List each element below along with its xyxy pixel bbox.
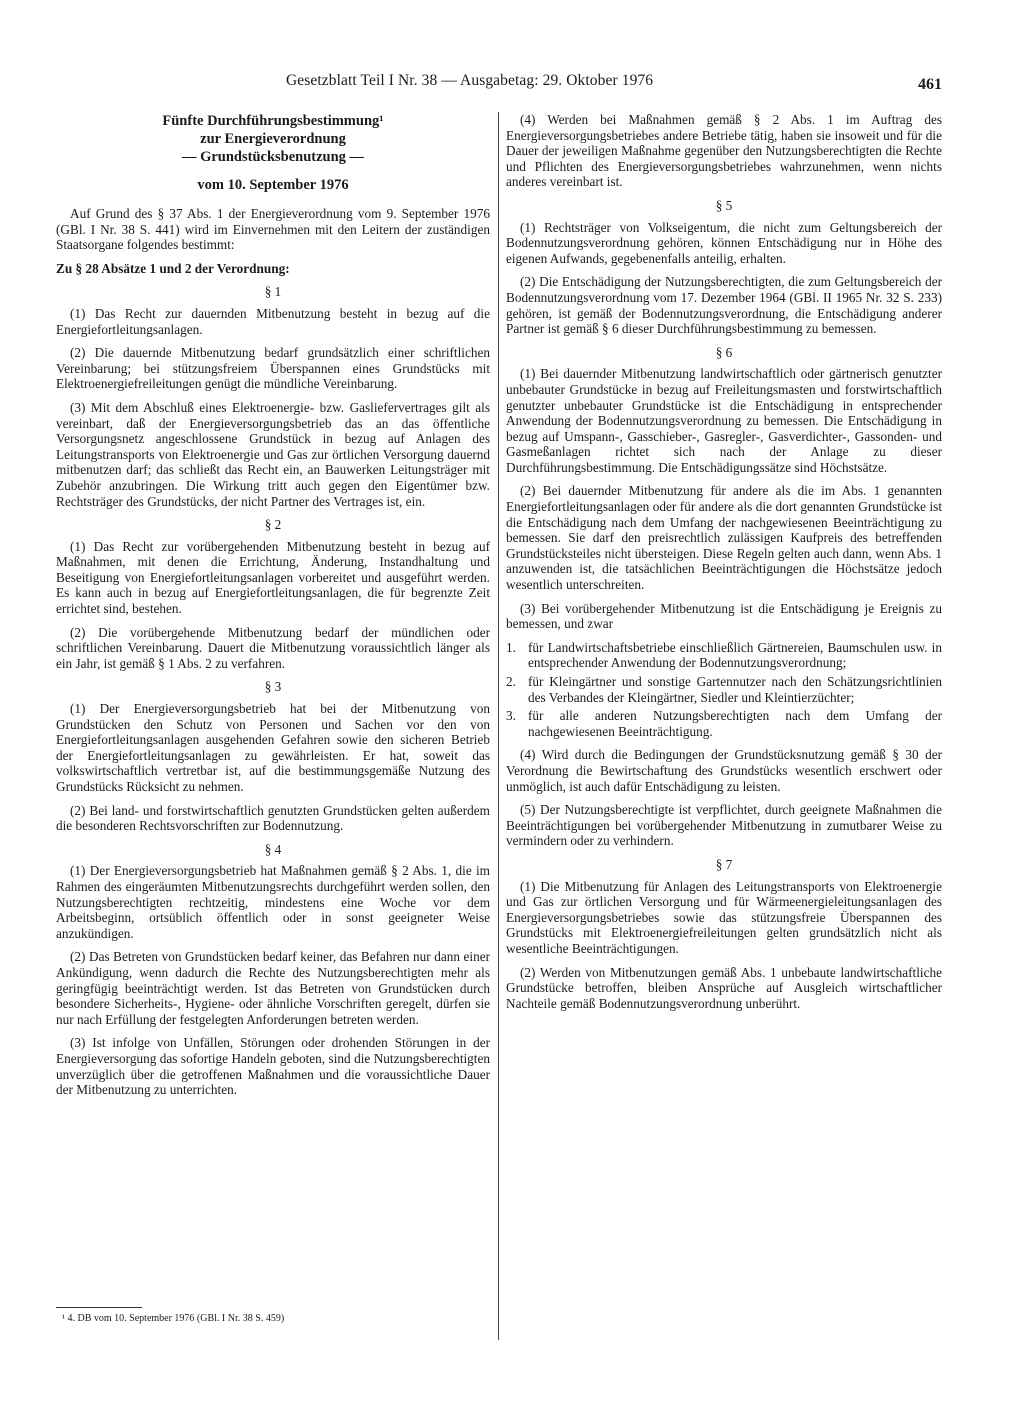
column-divider <box>498 112 499 1340</box>
s5-paragraph-1: (1) Rechtsträger von Volkseigentum, die nicht zum Geltungsbereich der Bodennutzungsverordnung gehören, können Entschädigung nur in Höhe des eigenen Aufwands, gegebenenfalls anteilig, erhalten. <box>506 219 942 266</box>
s2-paragraph-2: (2) Die vorübergehende Mitbenutzung bedarf der mündlichen oder schriftlichen Vereinbarung. Dauert die Mitbenutzung voraussichtlich länger als ein Jahr, ist gemäß § 1 Abs. 2 zu verfahren. <box>56 624 490 671</box>
section-heading-7: § 7 <box>715 856 733 872</box>
list-item-text: für Kleingärtner und sonstige Gartennutzer nach den Schätzungsrichtlinien des Verbandes der Kleingärtner, Siedler und Kleintierzüchter; <box>528 674 942 705</box>
s1-paragraph-3: (3) Mit dem Abschluß eines Elektroenergie- bzw. Gasliefervertrages gilt als vereinbart, daß der Energieversorgungsbetrieb das an das öffentliche Versorgungsnetz angeschlossene Grundstück in bezug auf Anlagen des Leitungstransports von Elektroenergie und Gas zur örtlichen Versorgung dauernd mitbenutzen darf; das schließt das Recht ein, an Bauwerken Leitungsträger mit Zubehör anzubringen. Die Wirkung tritt auch gegen den Eigentümer bzw. Rechtsträger des Grundstücks, der nicht Partner des Vertrages ist, ein. <box>56 399 490 509</box>
subheading: Zu § 28 Absätze 1 und 2 der Verordnung: <box>56 260 290 276</box>
intro-paragraph: Auf Grund des § 37 Abs. 1 der Energieverordnung vom 9. September 1976 (GBl. I Nr. 38 S. 441) wird im Einvernehmen mit den Leitern der zuständigen Staatsorgane folgendes bestimmt: <box>56 206 490 253</box>
s5-paragraph-2: (2) Die Entschädigung der Nutzungsberechtigten, die zum Geltungsbereich der Bodennutzungsverordnung vom 17. Dezember 1964 (GBl. II 1965 Nr. 32 S. 233) gehören, ist gemäß der Bodennutzungsverordnung, die Entschädigung anderer Partner ist gemäß § 6 dieser Durchführungsbestimmung zu bemessen. <box>506 274 942 337</box>
page-header <box>0 0 1024 110</box>
list-item-number: 3. <box>506 708 516 724</box>
page-number: 461 <box>918 76 942 93</box>
s2-paragraph-1: (1) Das Recht zur vorübergehenden Mitbenutzung besteht in bezug auf Maßnahmen, mit denen die Errichtung, Änderung, Instandhaltung und Beseitigung von Energiefortleitungsanlagen vorbereitet und ausgeführt werden. Es kann auch in bezug auf Energiefortleitungsanlagen, die für begrenzte Zeit errichtet sind, bestehen. <box>56 538 490 617</box>
s3-paragraph-2: (2) Bei land- und forstwirtschaftlich genutzten Grundstücken gelten außerdem die besonderen Rechtsvorschriften zur Bodennutzung. <box>56 802 490 834</box>
s7-paragraph-2: (2) Werden von Mitbenutzungen gemäß Abs. 1 unbebaute landwirtschaftliche Grundstücke betroffen, bleiben Ansprüche auf Ausgleich wirtschaftlicher Nachteile gemäß Bodennutzungsverordnung unberührt. <box>506 964 942 1011</box>
s6-paragraph-2: (2) Bei dauernder Mitbenutzung für andere als die im Abs. 1 genannten Energiefortleitungsanlagen oder für andere als die dort genannten Grundstücke ist die Entschädigung nach dem Umfang der nachgewiesenen Beeinträchtigung zu bemessen. Sie darf den preisrechtlich zulässigen Kaufpreis des betreffenden Grundstücksteiles nicht übersteigen. Diese Regeln gelten auch dann, wenn Abs. 1 anzuwenden ist, die tatsächlichen Beeinträchtigungen die Höchstsätze jedoch wesentlich unterschreiten. <box>506 483 942 593</box>
footnote: ¹ 4. DB vom 10. September 1976 (GBl. I Nr. 38 S. 459) <box>62 1313 285 1324</box>
section-heading-5: § 5 <box>715 197 733 213</box>
list-item-text: für alle anderen Nutzungsberechtigten nach dem Umfang der nachgewiesenen Beeinträchtigung. <box>528 708 942 739</box>
title-date: vom 10. September 1976 <box>197 177 349 193</box>
s4-paragraph-3: (3) Ist infolge von Unfällen, Störungen oder drohenden Störungen in der Energieversorgung das sofortige Handeln geboten, sind die Nutzungsberechtigten unverzüglich über die getroffenen Maßnahmen und die voraussichtliche Dauer der Mitbenutzung zu unterrichten. <box>56 1035 490 1098</box>
running-title: Gesetzblatt Teil I Nr. 38 — Ausgabetag: 29. Oktober 1976 <box>286 72 654 89</box>
s6-paragraph-4: (4) Wird durch die Bedingungen der Grundstücksnutzung gemäß § 30 der Verordnung die Bewirtschaftung des Grundstücks wesentlich erschwert oder unmöglich, ist auch dafür Entschädigung zu leisten. <box>506 747 942 794</box>
s7-paragraph-1: (1) Die Mitbenutzung für Anlagen des Leitungstransports von Elektroenergie und Gas zur örtlichen Versorgung und für Wärmeenergieleitungsanlagen des Energieversorgungsbetriebes sowie das stützungsfreie Überspannen des Grundstücks mit Elektroenergiefreileitungen gelten grundsätzlich nicht als wesentliche Beeinträchtigungen. <box>506 878 942 956</box>
list-item <box>506 674 942 705</box>
s1-paragraph-2: (2) Die dauernde Mitbenutzung bedarf grundsätzlich einer schriftlichen Vereinbarung; bei stützungsfreiem Überspannen eines Grundstücks mit Elektroenergiefreileitungen genügt die mündliche Vereinbarung. <box>56 345 490 392</box>
s6-paragraph-5: (5) Der Nutzungsberechtigte ist verpflichtet, durch geeignete Maßnahmen die Beeinträchtigungen bei vorübergehender Mitbenutzung in zumutbarer Weise zu vermindern oder zu verhindern. <box>506 802 942 849</box>
s1-paragraph-1: (1) Das Recht zur dauernden Mitbenutzung besteht in bezug auf die Energiefortleitungsanlagen. <box>56 305 490 337</box>
s6-paragraph-3: (3) Bei vorübergehender Mitbenutzung ist die Entschädigung je Ereignis zu bemessen, und zwar <box>506 600 942 632</box>
document-title <box>56 112 490 194</box>
list-item-text: für Landwirtschaftsbetriebe einschließlich Gärtnereien, Baumschulen usw. in entsprechender Anwendung der Bodennutzungsverordnung; <box>528 639 942 671</box>
list-item <box>506 640 942 671</box>
section-heading-6: § 6 <box>715 344 733 360</box>
list-item-number: 2. <box>506 674 516 689</box>
title-line-3: — Grundstücksbenutzung — <box>181 149 365 165</box>
title-line-2: zur Energieverordnung <box>200 131 346 147</box>
section-heading-4: § 4 <box>264 841 282 857</box>
section-heading-2: § 2 <box>264 517 282 533</box>
section-heading-3: § 3 <box>264 679 282 695</box>
title-line-1: Fünfte Durchführungsbestimmung¹ <box>162 113 384 129</box>
s6-enumeration <box>506 640 942 740</box>
s4-paragraph-1: (1) Der Energieversorgungsbetrieb hat Maßnahmen gemäß § 2 Abs. 1, die im Rahmen des eingeräumten Mitbenutzungsrechts durchgeführt werden sollen, den Nutzungsberechtigten rechtzeitig, mindestens eine Woche vor dem Arbeitsbeginn, ortsüblich öffentlich oder in sonst geeigneter Weise anzukündigen. <box>56 863 490 941</box>
section-heading-1: § 1 <box>264 284 282 300</box>
s3-paragraph-1: (1) Der Energieversorgungsbetrieb hat bei der Mitbenutzung von Grundstücken den Schutz von Personen und Sachen vor den von Energiefortleitungsanlagen ausgehenden Gefahren sowie den sicheren Betrieb der Energiefortleitungsanlagen zu gewährleisten. Er hat, soweit das volkswirtschaftlich vertretbar ist, auf die bestimmungsgemäße Nutzung des Grundstücks Rücksicht zu nehmen. <box>56 701 490 794</box>
s4-paragraph-2: (2) Das Betreten von Grundstücken bedarf keiner, das Befahren nur dann einer Ankündigung, wenn dadurch die Rechte des Nutzungsberechtigten mehr als geringfügig beeinträchtigt werden. Ist das Betreten von Grundstücken durch besondere Sicherheits-, Hygiene- oder ähnliche Vorschriften geregelt, dürfen sie nur nach Erfüllung der festgelegten Anforderungen betreten werden. <box>56 949 490 1027</box>
list-item <box>506 708 942 739</box>
list-item-number: 1. <box>506 639 516 655</box>
footnote-rule <box>56 1307 142 1308</box>
left-column <box>56 112 490 1106</box>
right-column <box>506 112 942 1019</box>
s6-paragraph-1: (1) Bei dauernder Mitbenutzung landwirtschaftlich oder gärtnerisch genutzter unbebauter Grundstücke in bezug auf Freileitungsmasten und forstwirtschaftlich genutzter unbebauter Grundstücke ist die Entschädigung in entsprechender Anwendung der Bodennutzungsverordnung zu bemessen. Die Entschädigung in bezug auf Umspann-, Gasschieber-, Gasregler-, Gasverdichter-, Gassonden- und Gasmeßanlagen richtet sich nach der Anlage zu dieser Durchführungsbestimmung. Die Entschädigungssätze sind Höchstsätze. <box>506 366 942 475</box>
s4-paragraph-4: (4) Werden bei Maßnahmen gemäß § 2 Abs. 1 im Auftrag des Energieversorgungsbetriebes andere Betriebe tätig, haben sie insoweit und für die Dauer der jeweiligen Maßnahme gegenüber den Nutzungsberechtigten die Rechte und Pflichten des Energieversorgungsbetriebes wahrzunehmen, wenn nichts anderes vereinbart ist. <box>506 112 942 190</box>
